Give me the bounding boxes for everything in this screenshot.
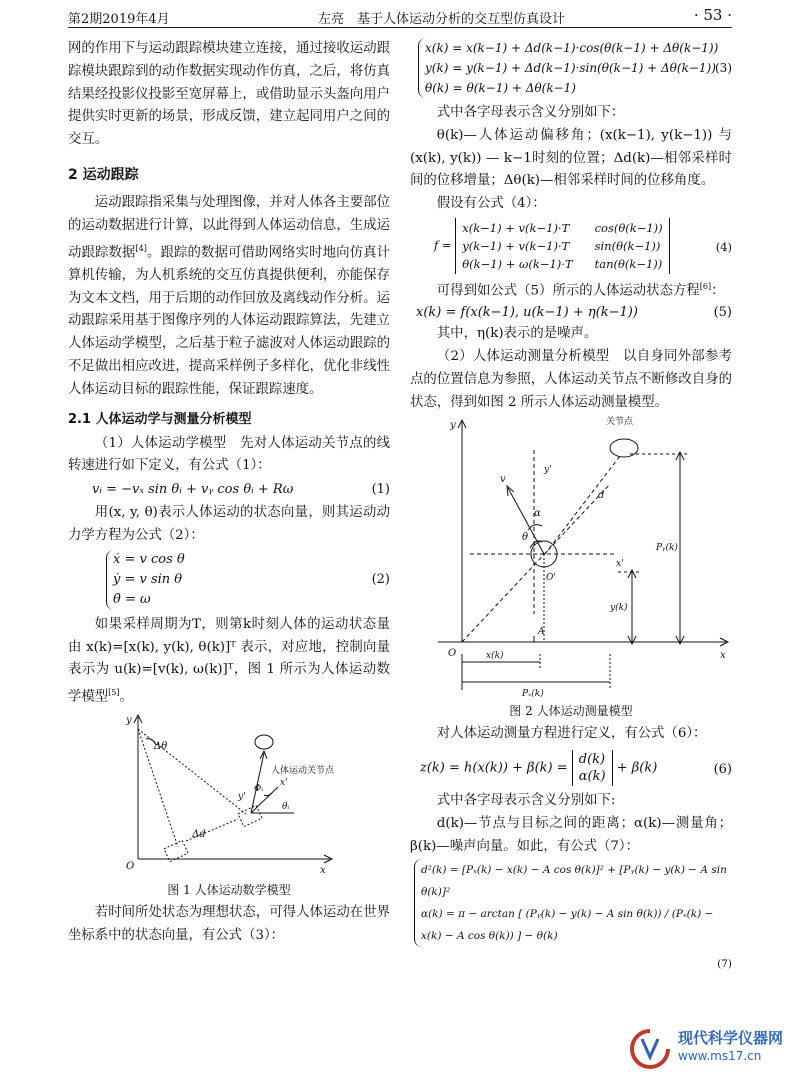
figure-2-caption: 图 2 人体运动测量模型	[509, 704, 633, 719]
phi-label: Φᵢ	[254, 784, 264, 795]
equation-number: (7)	[717, 957, 732, 970]
right-column	[410, 38, 732, 975]
watermark-text: 现代科学仪器网	[678, 1029, 784, 1047]
local-y-label: y'	[544, 465, 552, 476]
paragraph: 用(x, y, θ)表示人体运动的状态向量，则其运动动力学方程为公式（2）：	[68, 505, 390, 544]
paragraph: d(k)—节点与目标之间的距离；α(k)—测量角；β(k)—噪声向量。如此，有公式（7）：	[410, 816, 732, 854]
page-header	[68, 6, 732, 28]
paragraph: （2）人体运动测量分析模型 以自身同外部参考点的位置信息为参照，人体运动关节点不断修改自身的状态，得到如图 2 所示人体运动测量模型。	[410, 349, 732, 410]
local-x-label: x'	[280, 778, 288, 789]
citation: [4]	[135, 243, 147, 253]
paragraph: θ(k)—人体运动偏移角；(x(k−1), y(k−1)) 与 (x(k), y(k)) — k−1时刻的位置；Δd(k)—相邻采样时间的位移增量；Δθ(k)—相邻采样时间的位移角度。	[410, 127, 732, 189]
figure-1-diagram	[68, 709, 390, 877]
equation-number: (5)	[713, 305, 732, 321]
paragraph: 可得到如公式（5）所示的人体运动状态方程[6]：	[436, 281, 725, 299]
local-x-label: x'	[616, 559, 624, 570]
axis-label-x: x	[720, 650, 726, 662]
equation-3: x(k) = x(k−1) + Δd(k−1)·cos(θ(k−1) + Δθ(k−1)) y(k) = y(k−1) + Δd(k−1)·sin(θ(k−1) + Δθ(k−1)) θ(k) = θ(k−1) + Δθ(k−1) (3)	[410, 38, 732, 98]
joint-label: 人体运动关节点	[271, 766, 335, 777]
equation-number: (6)	[713, 762, 732, 778]
equation-number: (1)	[371, 482, 390, 498]
origin-label: O	[448, 648, 457, 660]
xk-label: x(k)	[486, 651, 504, 662]
py-label: Pᵧ(k)	[656, 543, 678, 554]
equation-2: ẋ = v cos θ ẏ = v sin θ θ̇ = ω (2)	[68, 550, 390, 610]
theta-label: θ	[522, 532, 529, 544]
equation-4: f = x(k−1) + v(k−1)·T cos(θ(k−1)) y(k−1) + v(k−1)·T sin(θ(k−1)) θ(k−1) + ω(k−1)·T tan(θ(k−1)) (4)	[410, 218, 732, 274]
px-label: Pₓ(k)	[522, 689, 544, 699]
equation-number: (3)	[715, 61, 732, 75]
equation-6: z(k) = h(x(k)) + β(k) = d(k) α(k) + β(k) (6)	[420, 752, 732, 785]
equation-1: vᵢ = −vₓ sin θᵢ + vᵧ cos θᵢ + Rω (1)	[68, 480, 390, 500]
citation: [5]	[108, 688, 120, 698]
running-title: 左亮 基于人体运动分析的交互型仿真设计	[318, 12, 566, 27]
paragraph: 网的作用下与运动跟踪模块建立连接，通过接收运动跟踪模块跟踪到的动作数据实现动作仿真，之后，将仿真结果经投影仪投影至宽屏幕上，或借助显示头盔向用户提供实时更新的场景，形成反馈，建立起同用户之间的交互。	[68, 41, 390, 148]
paragraph: 运动跟踪指采集与处理图像，并对人体各主要部位的运动数据进行计算，以此得到人体运动信息，生成运动跟踪数据[4]。跟踪的数据可借助网络实时地向仿真计算机传输，为人机系统的交互仿真提供便利，亦能保存为文本文档，用于后期的动作回放及离线动作分析。运动跟踪采用基于图像序列的人体运动跟踪算法，先建立人体运动学模型，之后基于粒子滤波对人体运动跟踪的不足做出相应改进，提高采样例子多样化，优化非线性人体运动目标的跟踪性能，保证跟踪速度。	[68, 194, 391, 397]
equation-number: (2)	[371, 571, 390, 587]
figure-2-diagram	[410, 414, 732, 698]
paragraph: 式中各字母表示含义分别如下：	[436, 105, 625, 120]
watermark-icon	[628, 1027, 672, 1071]
figure-1-caption: 图 1 人体运动数学模型	[167, 883, 291, 898]
journal-issue: 第2期2019年4月	[68, 12, 170, 27]
paragraph: 式中各字母表示含义分别如下:	[436, 793, 616, 809]
paragraph: 假设有公式（4）：	[436, 196, 546, 212]
watermark-url: www.ms17.cn	[678, 1049, 762, 1063]
section-heading: 2 运动跟踪	[68, 166, 139, 183]
joint-label: 关节点	[606, 417, 634, 428]
paragraph: 如果采样周期为T，则第k时刻人体的运动状态量由 x(k)=[x(k), y(k), θ(k)]ᵀ 表示，对应地，控制向量表示为 u(k)=[v(k), ω(k)]ᵀ，图 1 所示为人体运动数学模型[5]。	[68, 616, 390, 705]
equation-7: d²(k) = [Pₓ(k) − x(k) − A cos θ(k)]² + [Pᵧ(k) − y(k) − A sin θ(k)]² α(k) = π − arctan [ (Pᵧ(k) − y(k) − A sin θ(k)) / (Pₓ(k) − x(k) − A cos θ(k)) ] − θ(k) (7)	[410, 859, 732, 975]
left-column	[68, 38, 390, 948]
axis-label-y: y	[450, 420, 456, 432]
theta-i-label: θᵢ	[282, 802, 290, 813]
angle-label: Δθ	[154, 741, 168, 753]
page-number: · 53 ·	[693, 6, 732, 24]
a-label: A	[538, 627, 545, 638]
paragraph: 对人体运动测量方程进行定义，有公式（6）：	[436, 726, 707, 742]
paragraph: 其中，η(k)表示的是噪声。	[436, 326, 598, 342]
alpha-label: α	[534, 508, 541, 520]
local-y-label: y'	[238, 792, 246, 803]
local-origin-label: O'	[546, 573, 556, 584]
equation-5: x(k) = f(x(k−1), u(k−1) + η(k−1)) (5)	[410, 303, 732, 323]
citation: [6]	[699, 281, 712, 291]
velocity-label: v	[500, 474, 506, 486]
paragraph: （1）人体运动学模型 先对人体运动关节点的线转速进行如下定义，有公式（1）：	[68, 435, 390, 474]
watermark-logo	[628, 1023, 788, 1071]
distance-label: d	[598, 490, 605, 502]
axis-label-x: x	[320, 865, 326, 877]
origin-label: O	[126, 861, 135, 873]
axis-label-y: y	[126, 715, 132, 727]
subsection-heading: 2.1 人体运动学与测量分析模型	[68, 411, 252, 427]
delta-d-label: Δd	[192, 829, 206, 841]
equation-number: (4)	[715, 239, 732, 254]
yk-label: y(k)	[610, 603, 628, 614]
paragraph: 若时间所处状态为理想状态，可得人体运动在世界坐标系中的状态向量，有公式（3）：	[68, 905, 390, 944]
